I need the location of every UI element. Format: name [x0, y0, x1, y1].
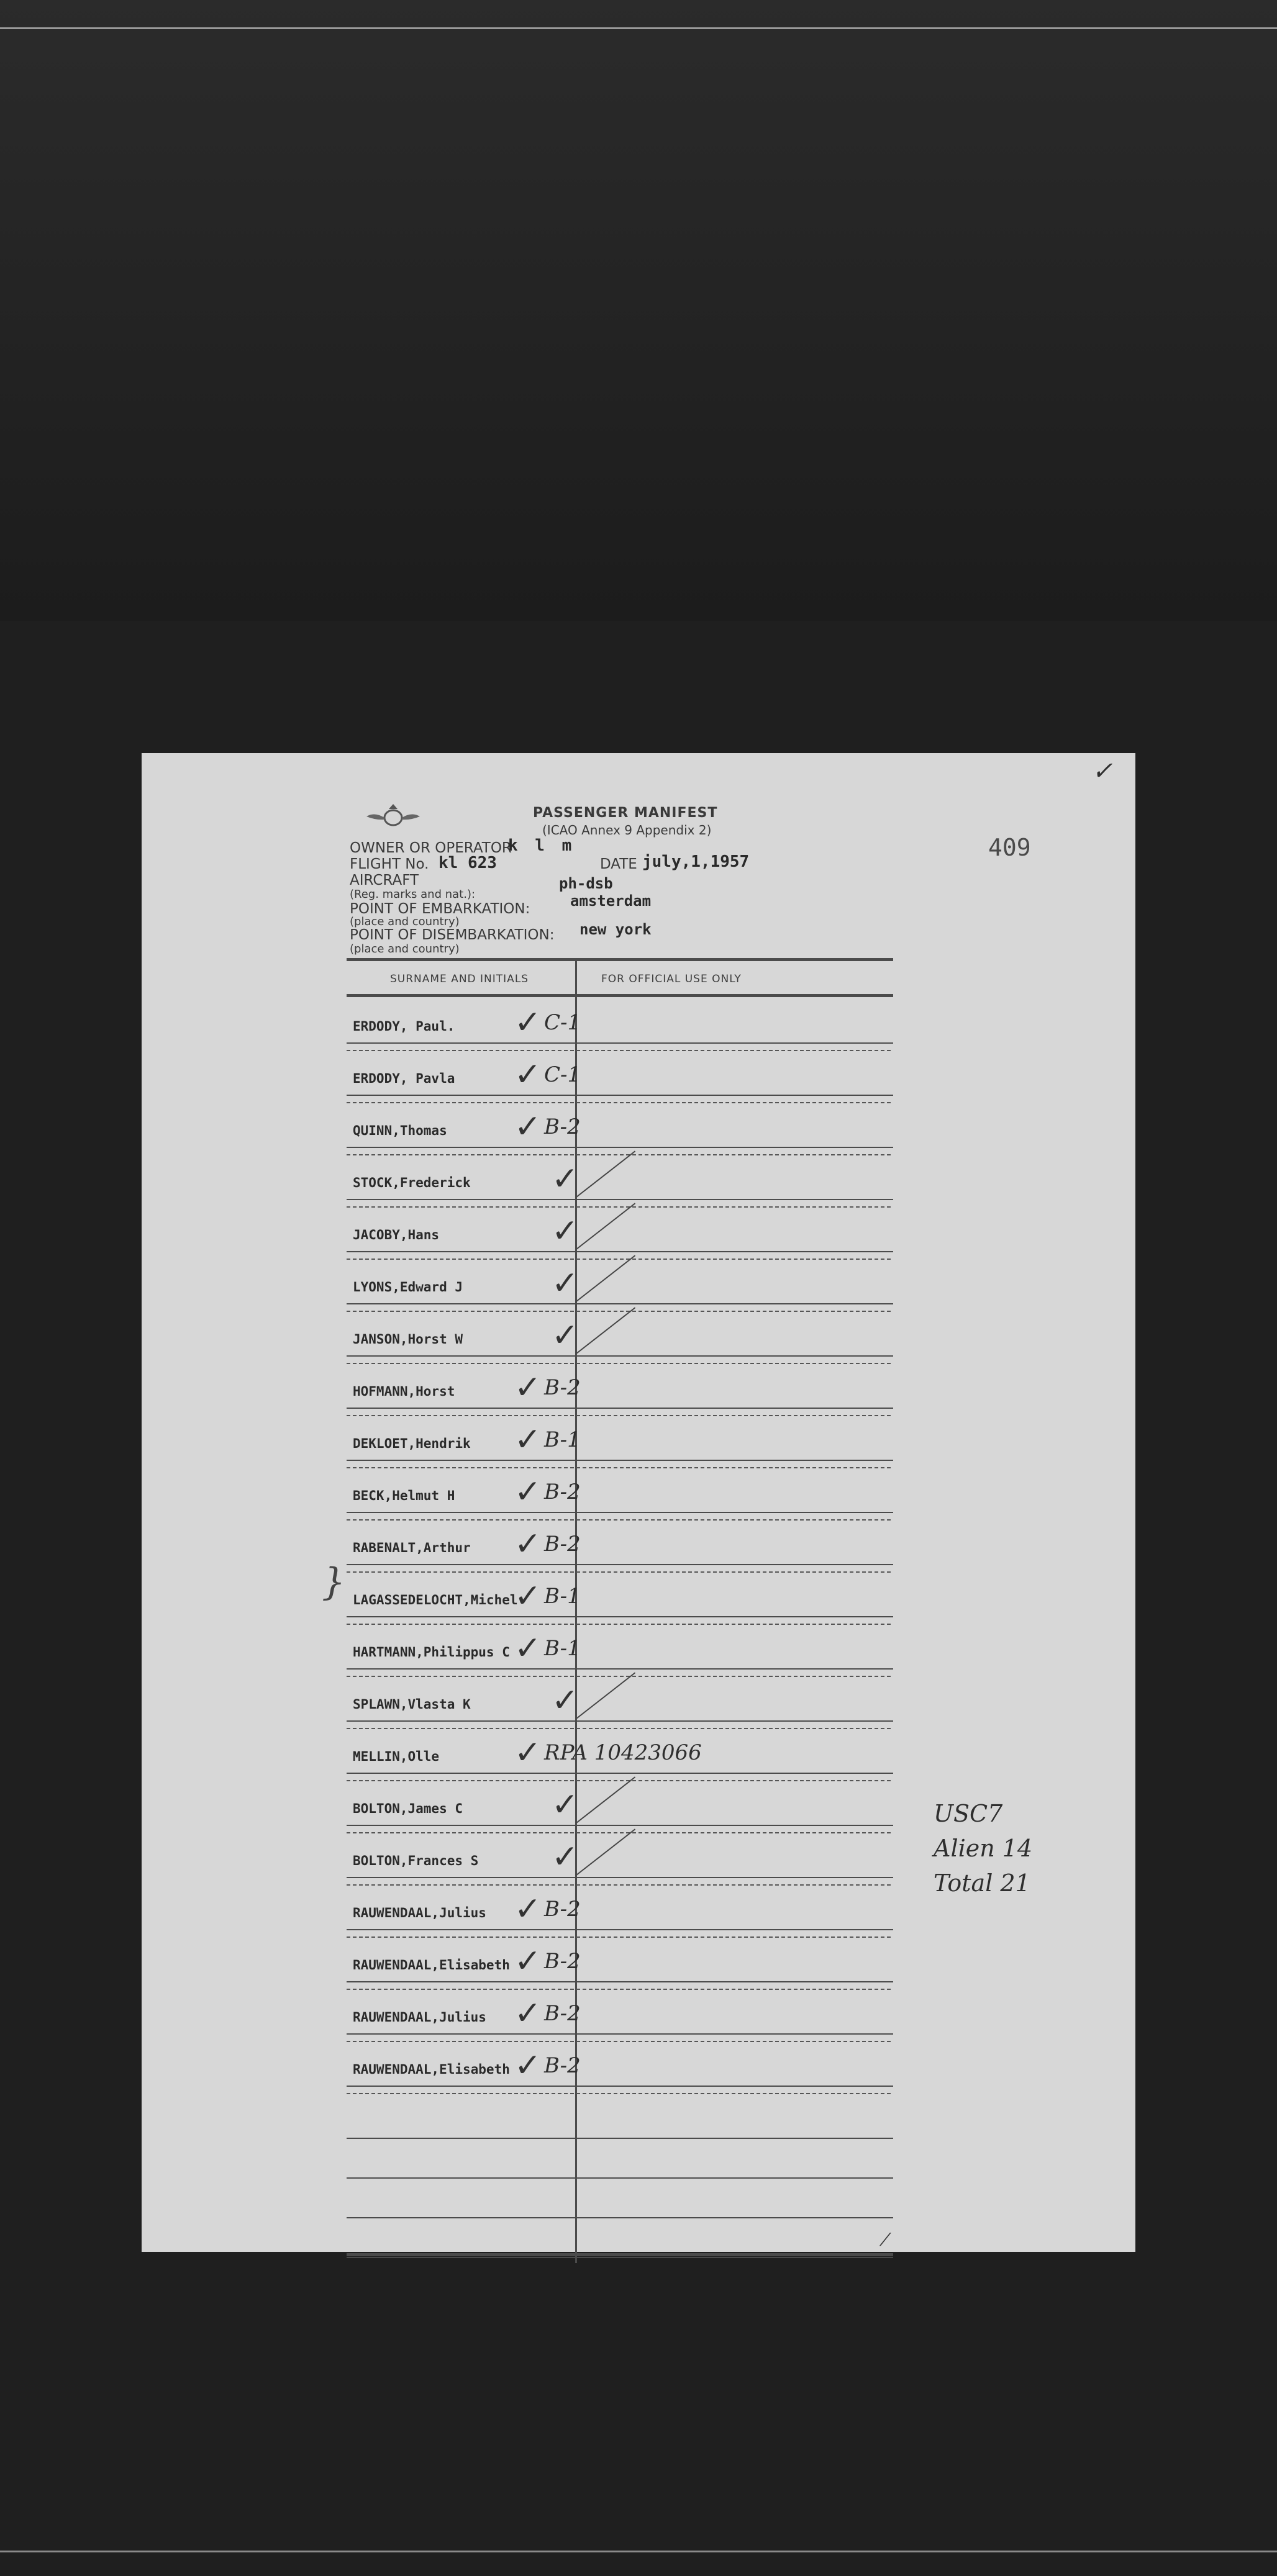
check-mark-icon: ✓: [552, 1838, 579, 1876]
check-mark-icon: ✓: [514, 2047, 542, 2084]
row-dotted-rule: [347, 1571, 893, 1573]
official-mark: C-1: [544, 1062, 581, 1087]
row-rule: [347, 1720, 893, 1722]
passenger-name: JANSON,Horst W: [353, 1332, 463, 1347]
check-mark-icon: ✓: [552, 1317, 579, 1354]
check-mark-icon: ✓: [552, 1682, 579, 1719]
empty-row-rule: [347, 2217, 893, 2218]
passenger-name: RAUWENDAAL,Julius: [353, 1905, 486, 1920]
check-mark-icon: ✓: [514, 1473, 542, 1511]
passenger-name: JACOBY,Hans: [353, 1227, 440, 1242]
official-mark: B-2: [544, 2001, 581, 2026]
aircraft-value: ph-dsb: [559, 875, 613, 892]
scan-edge-line: [0, 27, 1277, 29]
official-mark: B-2: [544, 1375, 581, 1400]
page-number: 409: [988, 834, 1031, 861]
check-mark-icon: ✓: [514, 1525, 542, 1563]
row-dotted-rule: [347, 1884, 893, 1886]
passenger-name: SPLAWN,Vlasta K: [353, 1697, 471, 1712]
row-dotted-rule: [347, 1050, 893, 1051]
passenger-name: RAUWENDAAL,Julius: [353, 2010, 486, 2025]
row-rule: [347, 1042, 893, 1044]
owner-label: OWNER OR OPERATOR: [350, 840, 512, 856]
official-slash-mark: [576, 1828, 635, 1875]
check-mark-icon: ✓: [514, 1995, 542, 2032]
passenger-table: [347, 951, 893, 2261]
row-dotted-rule: [347, 2041, 893, 2042]
official-mark: B-1: [544, 1584, 581, 1609]
passenger-name: STOCK,Frederick: [353, 1175, 471, 1190]
check-mark-icon: ✓: [514, 1734, 542, 1771]
passenger-name: RAUWENDAAL,Elisabeth: [353, 1958, 510, 1973]
official-slash-mark: [576, 1776, 635, 1823]
row-dotted-rule: [347, 2093, 893, 2094]
passenger-name: HARTMANN,Philippus C: [353, 1645, 510, 1660]
place-country-note-1: (place and country): [350, 915, 460, 928]
official-mark: B-2: [544, 1532, 581, 1557]
passenger-name: DEKLOET,Hendrik: [353, 1436, 471, 1451]
official-slash-mark: [576, 1203, 635, 1249]
disembarkation-value: new york: [579, 921, 652, 938]
row-dotted-rule: [347, 1728, 893, 1729]
table-top-rule: [347, 958, 893, 961]
check-mark-icon: ✓: [514, 1943, 542, 1980]
passenger-name: MELLIN,Olle: [353, 1749, 440, 1764]
row-dotted-rule: [347, 1102, 893, 1103]
row-rule: [347, 1460, 893, 1461]
column-header-surname: SURNAME AND INITIALS: [390, 973, 529, 985]
margin-note-line-1: USC7: [934, 1800, 1003, 1827]
date-value: july,1,1957: [642, 852, 750, 871]
klm-logo-icon: [365, 803, 421, 831]
row-dotted-rule: [347, 1676, 893, 1677]
row-rule: [347, 1251, 893, 1252]
row-rule: [347, 2033, 893, 2035]
check-mark-icon: ✓: [514, 1369, 542, 1406]
manifest-subtitle: (ICAO Annex 9 Appendix 2): [542, 823, 712, 838]
column-header-official: FOR OFFICIAL USE ONLY: [601, 973, 742, 985]
official-slash-mark: [576, 1672, 635, 1719]
passenger-name: HOFMANN,Horst: [353, 1384, 455, 1399]
disembarkation-label: POINT OF DISEMBARKATION:: [350, 927, 555, 943]
official-slash-mark: [576, 1307, 635, 1354]
official-mark: RPA 10423066: [544, 1740, 702, 1765]
official-mark: B-2: [544, 2053, 581, 2078]
manifest-title: PASSENGER MANIFEST: [533, 805, 718, 821]
passenger-name: BECK,Helmut H: [353, 1488, 455, 1503]
row-dotted-rule: [347, 1937, 893, 1938]
row-rule: [347, 1147, 893, 1148]
check-mark-icon: ✓: [552, 1265, 579, 1302]
passenger-name: LAGASSEDELOCHT,Michel: [353, 1593, 518, 1607]
check-mark-icon: ✓: [514, 1004, 542, 1041]
row-rule: [347, 1773, 893, 1774]
table-bottom-rule: [347, 2253, 893, 2256]
official-mark: B-2: [544, 1949, 581, 1974]
owner-value: k l m: [508, 836, 576, 855]
official-slash-mark: [576, 1150, 635, 1197]
passenger-name: BOLTON,Frances S: [353, 1853, 479, 1868]
row-dotted-rule: [347, 1989, 893, 1990]
embarkation-label: POINT OF EMBARKATION:: [350, 901, 530, 917]
row-rule: [347, 1877, 893, 1878]
row-dotted-rule: [347, 1259, 893, 1260]
empty-row-rule: [347, 2177, 893, 2179]
row-rule: [347, 1512, 893, 1513]
row-dotted-rule: [347, 1780, 893, 1781]
aircraft-label: AIRCRAFT: [350, 872, 419, 888]
manifest-page: [142, 753, 1135, 2252]
corner-check-mark: ✓: [1092, 757, 1113, 785]
row-dotted-rule: [347, 1154, 893, 1155]
passenger-name: ERDODY, Paul.: [353, 1019, 455, 1034]
passenger-name: RAUWENDAAL,Elisabeth: [353, 2062, 510, 2077]
official-mark: B-1: [544, 1427, 581, 1452]
aircraft-sublabel: (Reg. marks and nat.):: [350, 888, 476, 901]
passenger-name: QUINN,Thomas: [353, 1123, 447, 1138]
passenger-name: ERDODY, Pavla: [353, 1071, 455, 1086]
row-dotted-rule: [347, 1206, 893, 1208]
bottom-check-mark: ⁄: [884, 2230, 887, 2250]
place-country-note-2: (place and country): [350, 942, 460, 956]
empty-row-rule: [347, 2138, 893, 2139]
margin-bracket-mark: }: [322, 1560, 346, 1604]
embarkation-value: amsterdam: [570, 892, 652, 910]
check-mark-icon: ✓: [552, 1160, 579, 1198]
passenger-name: LYONS,Edward J: [353, 1280, 463, 1295]
margin-note-line-2: Alien 14: [934, 1835, 1033, 1862]
official-slash-mark: [576, 1255, 635, 1301]
flight-value: kl 623: [439, 854, 497, 872]
flight-label: FLIGHT No.: [350, 856, 429, 872]
official-mark: B-2: [544, 1480, 581, 1504]
table-header-rule: [347, 994, 893, 997]
passenger-name: BOLTON,James C: [353, 1801, 463, 1816]
check-mark-icon: ✓: [514, 1056, 542, 1093]
row-rule: [347, 1929, 893, 1930]
check-mark-icon: ✓: [514, 1578, 542, 1615]
official-mark: B-2: [544, 1114, 581, 1139]
margin-note: [934, 1796, 1032, 1900]
empty-row-rule: [347, 2257, 893, 2258]
scan-background-top: [0, 0, 1277, 621]
row-rule: [347, 1095, 893, 1096]
row-rule: [347, 2086, 893, 2087]
check-mark-icon: ✓: [552, 1786, 579, 1824]
official-mark: B-1: [544, 1636, 581, 1661]
row-dotted-rule: [347, 1832, 893, 1833]
row-dotted-rule: [347, 1519, 893, 1521]
row-dotted-rule: [347, 1363, 893, 1364]
row-rule: [347, 1564, 893, 1565]
row-rule: [347, 1355, 893, 1357]
passenger-name: RABENALT,Arthur: [353, 1540, 471, 1555]
row-dotted-rule: [347, 1624, 893, 1625]
check-mark-icon: ✓: [514, 1421, 542, 1458]
margin-note-line-3: Total 21: [934, 1869, 1030, 1897]
official-mark: B-2: [544, 1897, 581, 1922]
row-rule: [347, 1199, 893, 1200]
row-rule: [347, 1408, 893, 1409]
check-mark-icon: ✓: [514, 1630, 542, 1667]
row-rule: [347, 1303, 893, 1304]
official-mark: C-1: [544, 1010, 581, 1035]
row-dotted-rule: [347, 1415, 893, 1416]
row-dotted-rule: [347, 1311, 893, 1312]
check-mark-icon: ✓: [514, 1891, 542, 1928]
row-rule: [347, 1981, 893, 1982]
row-dotted-rule: [347, 1467, 893, 1468]
date-label: DATE: [600, 856, 637, 872]
scan-edge-line-bottom: [0, 2551, 1277, 2552]
check-mark-icon: ✓: [514, 1108, 542, 1146]
row-rule: [347, 1616, 893, 1617]
row-rule: [347, 1668, 893, 1670]
row-rule: [347, 1825, 893, 1826]
check-mark-icon: ✓: [552, 1213, 579, 1250]
